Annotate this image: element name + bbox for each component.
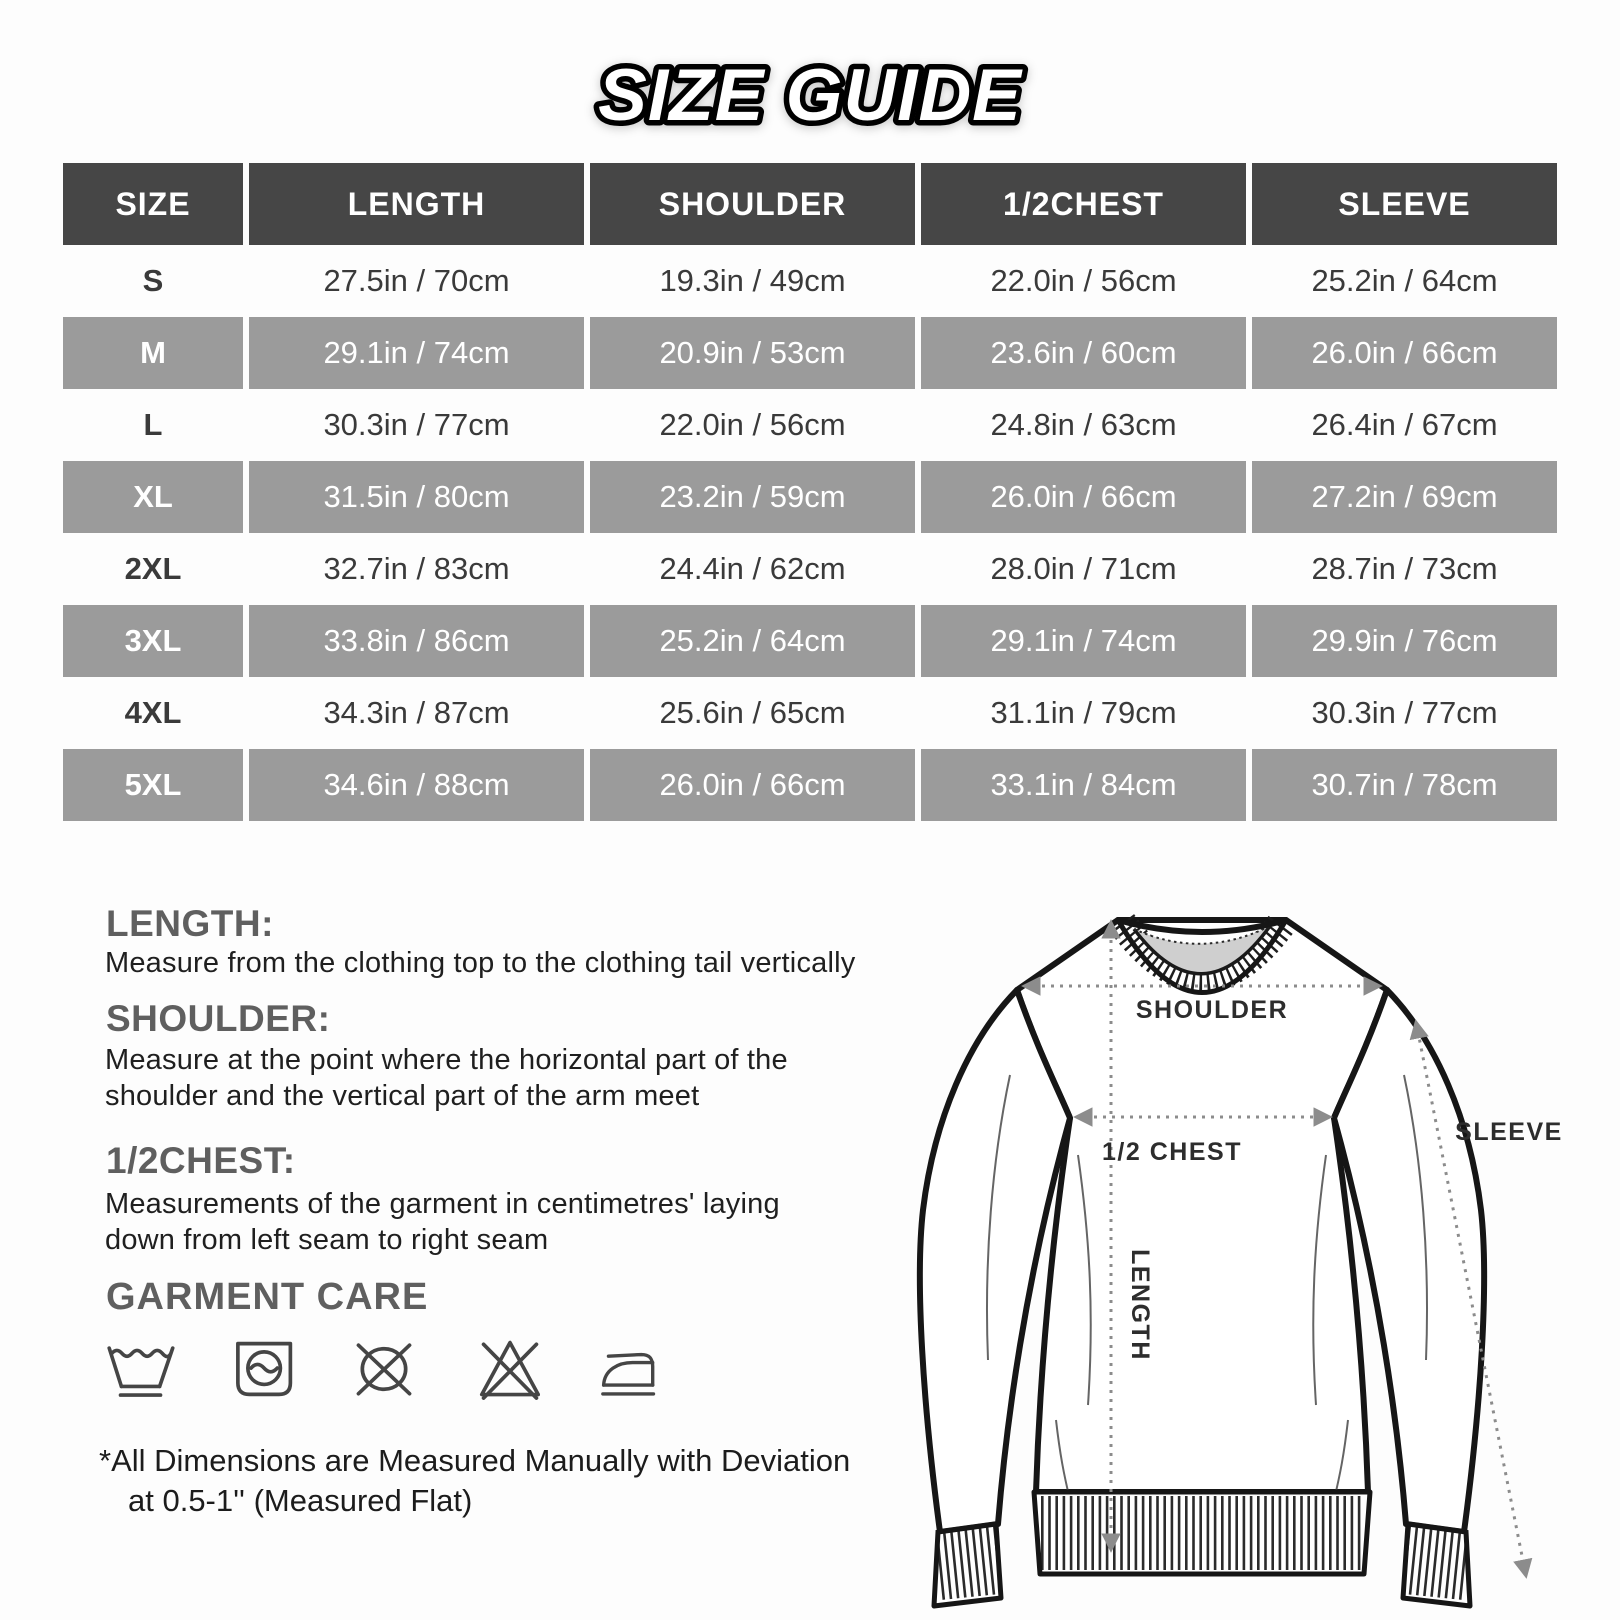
measurement-cell: 34.3in / 87cm [249,677,584,749]
table-row [63,533,1557,605]
size-cell: XL [63,461,243,533]
title-art [490,38,1130,150]
measurement-cell: 24.8in / 63cm [921,389,1246,461]
measurement-cell: 28.7in / 73cm [1252,533,1557,605]
table-row [63,389,1557,461]
garment-care-heading: GARMENT CARE [106,1276,429,1318]
measurement-cell: 29.9in / 76cm [1252,605,1557,677]
garment-care-icons [104,1332,672,1406]
measurement-cell: 31.1in / 79cm [921,677,1246,749]
size-cell: 5XL [63,749,243,821]
iron-icon [598,1332,672,1406]
column-header-size: SIZE [63,163,243,245]
measurement-cell: 30.7in / 78cm [1252,749,1557,821]
measurement-cell: 27.2in / 69cm [1252,461,1557,533]
column-header-sleeve: SLEEVE [1252,163,1557,245]
sweater-art [860,860,1570,1620]
do-not-dry-clean-icon [346,1332,422,1406]
measurement-cell: 34.6in / 88cm [249,749,584,821]
measurement-cell: 26.0in / 66cm [921,461,1246,533]
measurement-cell: 27.5in / 70cm [249,245,584,317]
size-cell: 4XL [63,677,243,749]
measurement-cell: 25.2in / 64cm [1252,245,1557,317]
right-cuff-ribbing [1403,1524,1470,1606]
column-header-length: LENGTH [249,163,584,245]
sleeve-diagram-label: SLEEVE [1455,1118,1563,1146]
size-cell: L [63,389,243,461]
hem-ribbing [1034,1492,1370,1574]
measurement-cell: 29.1in / 74cm [921,605,1246,677]
page-title [0,38,1620,155]
hand-wash-icon [104,1332,184,1406]
size-cell: M [63,317,243,389]
footnote-line2: at 0.5-1'' (Measured Flat) [128,1483,473,1518]
measurement-cell: 30.3in / 77cm [1252,677,1557,749]
table-row [63,317,1557,389]
table-row [63,461,1557,533]
shoulder-desc-line2: shoulder and the vertical part of the arm meet [105,1080,700,1112]
measurement-cell: 25.6in / 65cm [590,677,915,749]
measurement-cell: 32.7in / 83cm [249,533,584,605]
measurement-cell: 28.0in / 71cm [921,533,1246,605]
machine-wash-icon [230,1332,300,1406]
measurement-cell: 25.2in / 64cm [590,605,915,677]
measurement-cell: 22.0in / 56cm [921,245,1246,317]
measurement-cell: 31.5in / 80cm [249,461,584,533]
half-chest-diagram-label: 1/2 CHEST [1102,1138,1242,1166]
shoulder-desc-line1: Measure at the point where the horizontal part of the [105,1044,788,1076]
length-desc: Measure from the clothing top to the clothing tail vertically [105,947,856,979]
measurement-cell: 33.8in / 86cm [249,605,584,677]
measurement-cell: 19.3in / 49cm [590,245,915,317]
left-cuff-ribbing [934,1524,1001,1606]
half-chest-desc-line1: Measurements of the garment in centimetres' laying [105,1188,780,1220]
measurement-cell: 33.1in / 84cm [921,749,1246,821]
measurement-cell: 29.1in / 74cm [249,317,584,389]
footnote-line1: *All Dimensions are Measured Manually with Deviation [99,1443,851,1478]
length-diagram-label: LENGTH [1126,1249,1154,1361]
table-row [63,677,1557,749]
table-row [63,245,1557,317]
measurement-cell: 24.4in / 62cm [590,533,915,605]
column-header-chest: 1/2CHEST [921,163,1246,245]
page-title-text: SIZE GUIDE [598,55,1022,136]
size-table-header [63,163,1557,245]
size-table [63,163,1557,821]
size-cell: 3XL [63,605,243,677]
size-cell: 2XL [63,533,243,605]
shoulder-term: SHOULDER: [106,998,331,1039]
measurement-cell: 22.0in / 56cm [590,389,915,461]
measurement-cell: 30.3in / 77cm [249,389,584,461]
measurement-cell: 23.2in / 59cm [590,461,915,533]
length-term: LENGTH: [106,903,274,944]
measurement-cell: 20.9in / 53cm [590,317,915,389]
size-cell: S [63,245,243,317]
sweater-diagram [860,860,1570,1620]
half-chest-desc-line2: down from left seam to right seam [105,1224,549,1256]
table-row [63,749,1557,821]
measurement-cell: 26.0in / 66cm [590,749,915,821]
do-not-bleach-icon [468,1332,552,1406]
half-chest-term: 1/2CHEST: [106,1140,296,1181]
shoulder-diagram-label: SHOULDER [1135,996,1289,1024]
size-table-body [63,245,1557,821]
measurement-cell: 26.4in / 67cm [1252,389,1557,461]
measurement-cell: 26.0in / 66cm [1252,317,1557,389]
table-row [63,605,1557,677]
measurement-cell: 23.6in / 60cm [921,317,1246,389]
column-header-shoulder: SHOULDER [590,163,915,245]
